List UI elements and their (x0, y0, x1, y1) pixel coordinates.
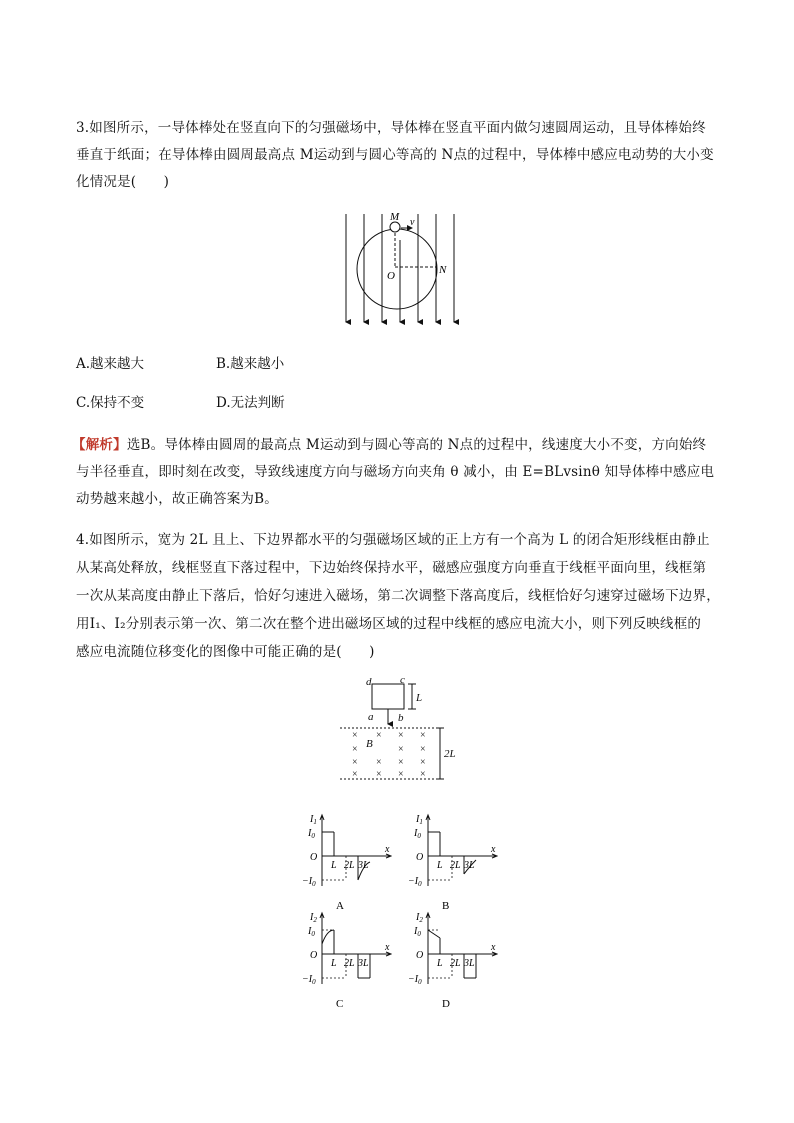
q4-line-5: 感应电流随位移变化的图像中可能正确的是( ) (76, 644, 375, 660)
graph-x-label: x (385, 844, 390, 855)
cross: × (376, 730, 382, 741)
label-a: a (368, 711, 374, 723)
label-b: b (398, 712, 404, 724)
cross: × (420, 757, 426, 768)
graph-ylabel: $I_2$ (310, 912, 317, 924)
graph-x-label: x (491, 844, 496, 855)
cross: × (352, 730, 358, 741)
graph-tick-2L: 2L (344, 958, 355, 969)
q3-analysis-line-2: 与半径垂直，即时刻在改变，导致线速度方向与磁场方向夹角 θ 减小，由 E=BLvsinθ 知导体棒中感应电 (76, 464, 715, 480)
graph-i0-label: $I_0$ (414, 926, 421, 938)
q3-line-3: 化情况是( ) (76, 174, 170, 190)
q3-line-1: 3.如图所示，一导体棒处在竖直向下的匀强磁场中，导体棒在竖直平面内做匀速圆周运动，且导体棒始终 (76, 120, 706, 136)
cross: × (376, 757, 382, 768)
label-d: d (366, 676, 372, 688)
graph-tick-L: L (331, 860, 337, 871)
cross: × (398, 769, 404, 780)
analysis-tag: 【解析】 (72, 437, 127, 453)
graph-tick-2L: 2L (344, 860, 355, 871)
q4-figure (340, 674, 460, 786)
cross: × (420, 769, 426, 780)
graph-origin-label: O (416, 852, 424, 863)
graph-c[interactable] (300, 910, 392, 1010)
q3-option-b[interactable]: B.越来越小 (216, 356, 285, 372)
q4-line-3: 一次从某高度由静止下落后，恰好匀速进入磁场，第二次调整下落高度后，线框恰好匀速穿过磁场下边界， (76, 588, 720, 604)
graph-origin-label: O (416, 950, 424, 961)
label-2L: 2L (444, 748, 456, 760)
cross: × (420, 730, 426, 741)
graph-ylabel: $I_1$ (416, 814, 423, 826)
q3-option-a[interactable]: A.越来越大 (76, 356, 145, 372)
analysis-text-1: 选B。导体棒由圆周的最高点 M运动到与圆心等高的 N点的过程中，线速度大小不变，方向始终 (126, 437, 707, 453)
q3-analysis-line-1 (72, 433, 706, 453)
graph-caption: C (336, 998, 344, 1010)
graph-tick-3L: 3L (358, 958, 369, 969)
graph-neg-i0-label: $-I_0$ (302, 974, 316, 986)
graph-b[interactable] (406, 812, 498, 912)
label-N: N (439, 264, 447, 276)
graph-ylabel: $I_2$ (416, 912, 423, 924)
graph-neg-i0-label: $-I_0$ (408, 974, 422, 986)
cross: × (420, 744, 426, 755)
graph-tick-3L: 3L (358, 860, 369, 871)
graph-tick-2L: 2L (450, 958, 461, 969)
q3-figure (340, 206, 460, 326)
graph-caption: D (442, 998, 450, 1010)
graph-i0-label: $I_0$ (414, 828, 421, 840)
graph-tick-3L: 3L (464, 860, 475, 871)
graph-ylabel: $I_1$ (310, 814, 317, 826)
label-B: B (366, 738, 373, 750)
label-L: L (416, 692, 423, 704)
label-c: c (400, 674, 405, 686)
graph-tick-L: L (437, 860, 443, 871)
graph-i0-label: $I_0$ (308, 828, 315, 840)
cross: × (376, 769, 382, 780)
graph-origin-label: O (310, 950, 318, 961)
graph-x-label: x (491, 942, 496, 953)
graph-tick-L: L (437, 958, 443, 969)
q3-option-d[interactable]: D.无法判断 (216, 395, 285, 411)
graph-i0-label: $I_0$ (308, 926, 315, 938)
graph-tick-2L: 2L (450, 860, 461, 871)
q3-analysis-line-3: 动势越来越小，故正确答案为B。 (76, 491, 278, 507)
label-v: v (410, 217, 415, 228)
graph-tick-L: L (331, 958, 337, 969)
label-O: O (387, 270, 395, 282)
label-M: M (390, 211, 400, 223)
cross: × (352, 744, 358, 755)
graph-caption: B (442, 900, 450, 912)
graph-neg-i0-label: $-I_0$ (408, 876, 422, 888)
q4-line-2: 从某高处释放，线框竖直下落过程中，下边始终保持水平，磁感应强度方向垂直于线框平面向里，线框第 (76, 560, 707, 576)
graph-neg-i0-label: $-I_0$ (302, 876, 316, 888)
graph-tick-3L: 3L (464, 958, 475, 969)
q3-option-c[interactable]: C.保持不变 (76, 395, 145, 411)
cross: × (352, 769, 358, 780)
graph-a[interactable] (300, 812, 392, 912)
graph-d[interactable] (406, 910, 498, 1010)
graph-caption: A (336, 900, 344, 912)
q4-line-4: 用I₁、I₂分别表示第一次、第二次在整个进出磁场区域的过程中线框的感应电流大小，则下列反映线框的 (76, 616, 702, 632)
graph-origin-label: O (310, 852, 318, 863)
q3-line-2: 垂直于纸面；在导体棒由圆周最高点 M运动到与圆心等高的 N点的过程中，导体棒中感应电动势的大小变 (76, 147, 714, 163)
cross: × (398, 744, 404, 755)
cross: × (352, 757, 358, 768)
graph-x-label: x (385, 942, 390, 953)
q4-line-1: 4.如图所示，宽为 2L 且上、下边界都水平的匀强磁场区域的正上方有一个高为 L 的闭合矩形线框由静止 (76, 532, 710, 548)
cross: × (398, 730, 404, 741)
cross: × (398, 757, 404, 768)
